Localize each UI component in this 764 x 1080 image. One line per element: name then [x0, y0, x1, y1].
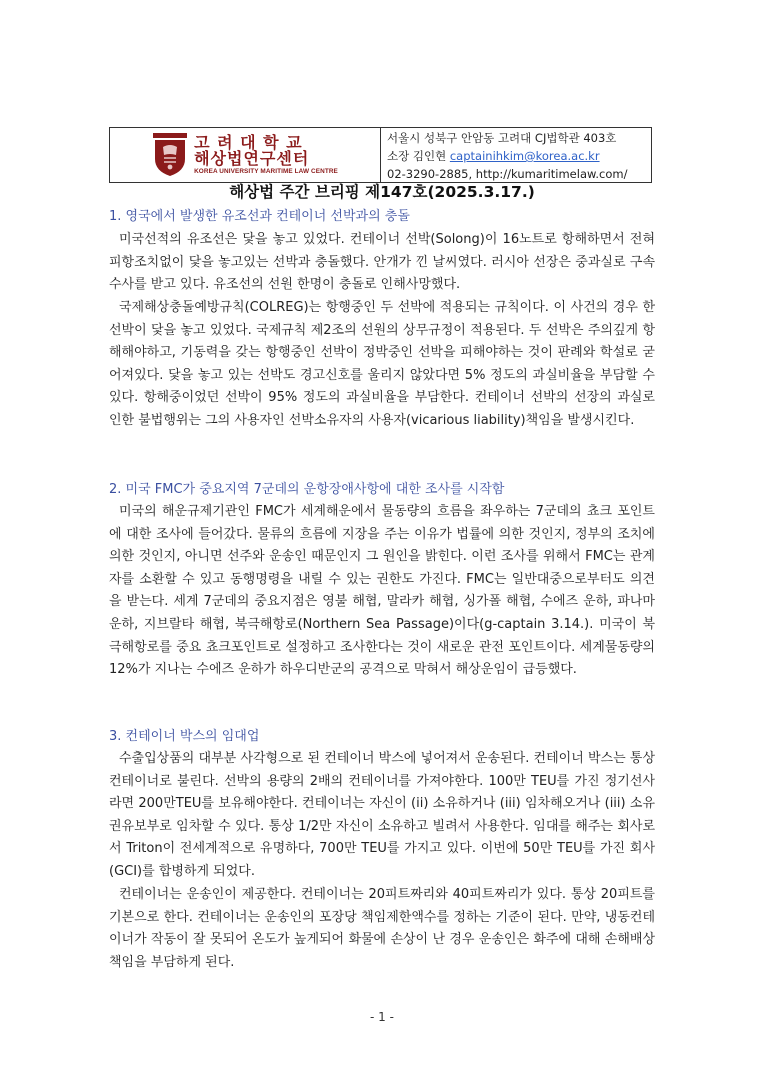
director-line: [387, 147, 651, 165]
paragraph: 컨테이너는 운송인이 제공한다. 컨테이너는 20피트짜리와 40피트짜리가 있다. 통상 20피트를 기본으로 한다. 컨테이너는 운송인의 포장당 책임제한액수를 정하는 기준이 된다. 만약, 냉동컨테이너가 작동이 잘 못되어 온도가 높게되어 화물에 손상이 난 경우 운송인은 화주에 대해 손해배상책임을 부담하게 된다.: [109, 887, 655, 970]
email-link[interactable]: captainihkim@korea.ac.kr: [449, 149, 600, 163]
phone-web: 02-3290-2885, http://kumaritimelaw.com/: [387, 167, 628, 181]
center-logo: [152, 133, 338, 177]
logo-university-name: 고 려 대 학 교: [194, 133, 303, 152]
paragraph: 미국선적의 유조선은 닻을 놓고 있었다. 컨테이너 선박(Solong)이 16노트로 항해하면서 전혀 피항조치없이 닻을 놓고있는 선박과 충돌했다. 안개가 낀 날씨였다. 러시아 선장은 중과실로 구속수사를 받고 있다. 유조선의 선원 한명이 충돌로 인해사망했다.: [109, 232, 655, 293]
section-heading-2: 2. 미국 FMC가 중요지역 7군데의 운항장애사항에 대한 조사를 시작함: [109, 482, 505, 497]
contact-info: [381, 128, 651, 182]
section-heading-1: 1. 영국에서 발생한 유조선과 컨테이너 선박과의 충돌: [109, 209, 410, 224]
page-title: 해상법 주간 브리핑 제147호(2025.3.17.): [229, 183, 535, 201]
logo-center-name: 해상법연구센터: [194, 149, 310, 168]
university-emblem-icon: [152, 133, 188, 177]
paragraph: 수출입상품의 대부분 사각형으로 된 컨테이너 박스에 넣어져서 운송된다. 컨테이너 박스는 통상 컨테이너로 불린다. 선박의 용량의 2배의 컨테이너를 가져야한다. 100만 TEU를 가진 정기선사라면 200만TEU를 보유해야한다. 컨테이너는 자신이 (ii) 소유하거나 (iii) 임차해오거나 (iii) 소유권유보부로 임차할 수 있다. 통상 1/2만 자신이 소유하고 빌려서 사용한다. 임대를 해주는 회사로서 Triton이 전세계적으로 유명하다, 700만 TEU를 가지고 있다. 이번에 50만 TEU를 가진 회사(GCI)를 합병하게 되었다.: [109, 751, 655, 879]
address: 서울시 성북구 안암동 고려대 CJ법학관 403호: [387, 131, 617, 145]
page-number: - 1 -: [370, 1010, 394, 1024]
logo-area: [110, 128, 381, 182]
paragraph: 국제해상충돌예방규칙(COLREG)는 항행중인 두 선박에 적용되는 규칙이다. 이 사건의 경우 한 선박이 닻을 놓고 있었다. 국제규칙 제2조의 선원의 상무규정이 적용된다. 두 선박은 주의깊게 항해해야하고, 기동력을 갖는 항행중인 선박이 정박중인 선박을 피해야하는 것이 판례와 학설로 굳어져있다. 닻을 놓고 있는 선박도 경고신호를 울리지 않았다면 5% 정도의 과실비율을 부담할 수 있다. 항해중이었던 선박이 95% 정도의 과실비율을 부담한다. 컨테이너 선박의 선장의 과실로 인한 불법행위는 그의 사용자인 선박소유자의 사용자(vicarious liability)책임을 발생시킨다.: [109, 300, 655, 428]
section-heading-3: 3. 컨테이너 박스의 임대업: [109, 729, 260, 744]
paragraph: 미국의 해운규제기관인 FMC가 세계해운에서 물동량의 흐름을 좌우하는 7군데의 쵸크 포인트에 대한 조사에 들어갔다. 물류의 흐름에 지장을 주는 이유가 법률에 의한 것인지, 정부의 조치에 의한 것인지, 아니면 선주와 운송인 때문인지 그 원인을 밝힌다. 이런 조사를 위해서 FMC는 관계자를 소환할 수 있고 동행명령을 내릴 수 있는 권한도 가진다. FMC는 일반대중으로부터도 의견을 받는다. 세계 7군데의 중요지점은 영불 해협, 말라카 해협, 싱가폴 해협, 수에즈 운하, 파나마 운하, 지브랄타 해협, 북극해항로(Northern Sea Passage)이다(g-captain 3.14.). 미국이 북극해항로를 중요 쵸크포인트로 설정하고 조사한다는 것이 새로운 관전 포인트이다. 세계물동량의 12%가 지나는 수에즈 운하가 하우디반군의 공격으로 막혀서 해상운임이 급등했다.: [109, 504, 655, 678]
director-label: 소장 김인현: [387, 149, 447, 163]
letterhead: [109, 127, 652, 183]
logo-english-name: KOREA UNIVERSITY MARITIME LAW CENTRE: [194, 168, 338, 175]
